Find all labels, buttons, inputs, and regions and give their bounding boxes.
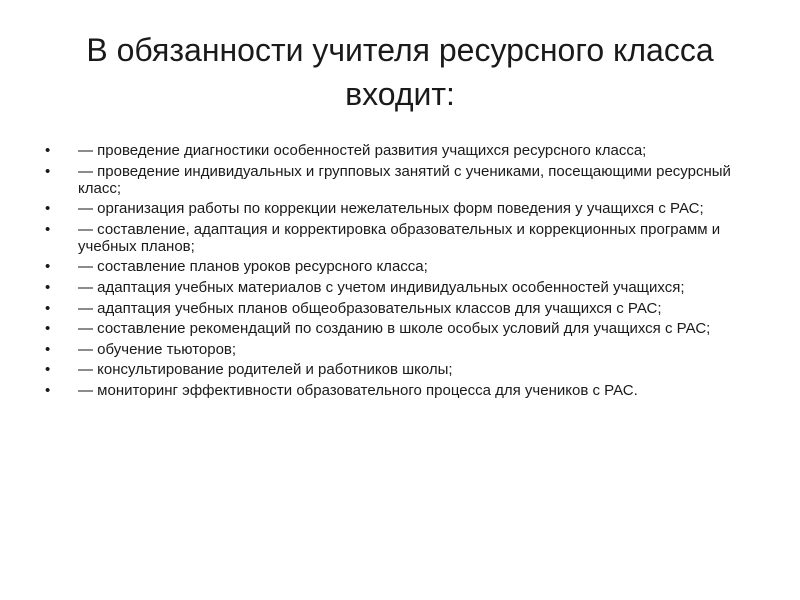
bullet-icon: • — [45, 200, 51, 218]
slide-title: В обязанности учителя ресурсного класса входит: — [86, 32, 714, 112]
list-item — [40, 341, 760, 358]
list-item-text: — обучение тьюторов; — [78, 340, 237, 358]
list-item — [40, 258, 760, 275]
bullet-icon: • — [45, 361, 51, 379]
bullet-icon: • — [45, 340, 51, 358]
bullet-icon: • — [45, 162, 51, 180]
list-item-text: — консультирование родителей и работников школы; — [78, 361, 453, 379]
list-item — [40, 142, 760, 159]
list-item-text: — адаптация учебных материалов с учетом индивидуальных особенностей учащихся; — [78, 278, 685, 296]
bullet-icon: • — [45, 258, 51, 276]
duties-list — [40, 142, 760, 403]
list-item — [40, 279, 760, 296]
bullet-icon: • — [45, 320, 51, 338]
list-item — [40, 221, 760, 255]
list-item — [40, 163, 760, 197]
list-item-text: — проведение индивидуальных и групповых занятий с учениками, посещающими ресурсный класс; — [78, 162, 731, 197]
list-item — [40, 361, 760, 378]
bullet-icon: • — [45, 220, 51, 238]
list-item-text: — мониторинг эффективности образовательного процесса для учеников с РАС. — [78, 381, 638, 399]
bullet-icon: • — [45, 278, 51, 296]
bullet-icon: • — [45, 142, 51, 159]
list-item-text: — составление, адаптация и корректировка образовательных и коррекционных программ и учебных планов; — [78, 220, 721, 255]
list-item-text: — составление рекомендаций по созданию в школе особых условий для учащихся с РАС; — [78, 320, 711, 338]
list-item-text: — составление планов уроков ресурсного класса; — [78, 258, 428, 276]
list-item — [40, 200, 760, 217]
bullet-icon: • — [45, 299, 51, 317]
list-item-text: — адаптация учебных планов общеобразовательных классов для учащихся с РАС; — [78, 299, 662, 317]
list-item-text: — проведение диагностики особенностей развития учащихся ресурсного класса; — [78, 142, 647, 159]
list-item — [40, 382, 760, 399]
list-item — [40, 300, 760, 317]
list-item — [40, 320, 760, 337]
list-item-text: — организация работы по коррекции нежелательных форм поведения у учащихся с РАС; — [78, 200, 704, 218]
bullet-icon: • — [45, 381, 51, 399]
